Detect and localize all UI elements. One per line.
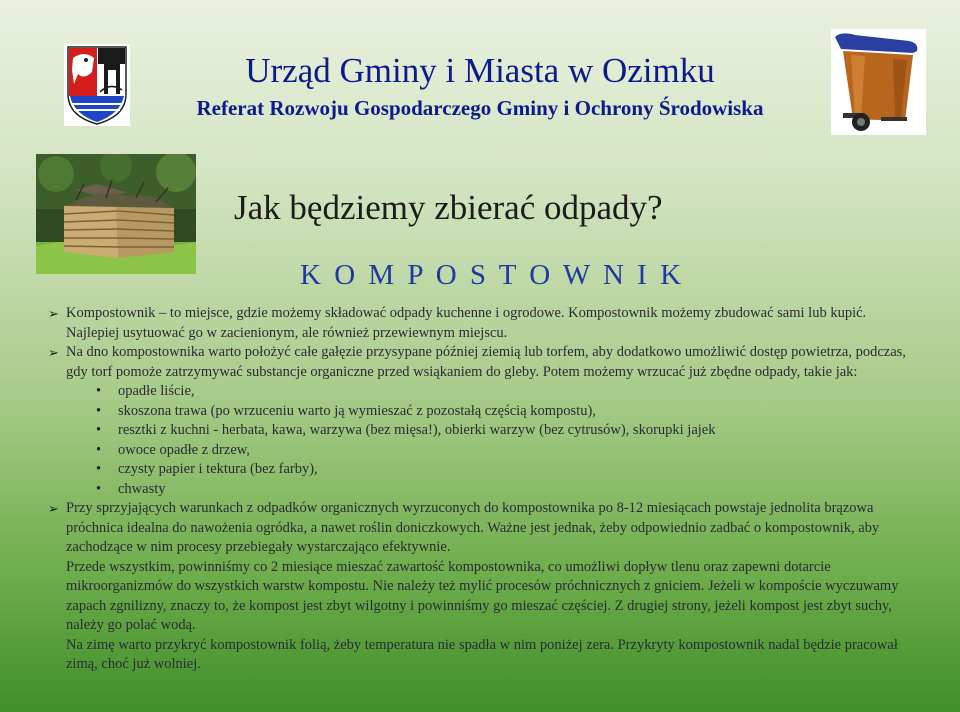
paragraph-winter: Na zimę warto przykryć kompostownik folią, żeby temperatura nie spadła w nim poniżej zera. Przykryty kompostownik nadal będzie pracował zimą, choć już wolniej. bbox=[66, 636, 898, 672]
paragraph-mixing: Przede wszystkim, powinniśmy co 2 miesiące mieszać zawartość kompostownika, co umożliwi dopływ tlenu oraz zapewni dotarcie mikroorganizmów do wszystkich warstw kompostu. Nie należy też mylić procesów próchnicznych z gniciem. Jeżeli w kompoście wyczuwamy zapach zgnilizny, znaczy to, że kompost jest zbyt wilgotny i powinniśmy go mieszać częściej. Z drugiej strony, jeżeli kompost jest zbyt suchy, należy go polać wodą. bbox=[66, 558, 899, 633]
arrow-bullet-icon: ➢ bbox=[48, 306, 59, 321]
section-heading: K O M P O S T O W N I K bbox=[300, 259, 685, 291]
arrow-bullet-icon: ➢ bbox=[48, 501, 59, 516]
paragraph-text: Kompostownik – to miejsce, gdzie możemy składować odpady kuchenne i ogrodowe. Kompostownik możemy zbudować sami lub kupić. Najlepiej usytuować go w zacienionym, ale również przewiewnym miejscu. bbox=[66, 305, 867, 341]
list-item: • skoszona trawa (po wrzuceniu warto ją wymieszać z pozostałą częścią kompostu), bbox=[96, 402, 908, 422]
list-item: • owoce opadłe z drzew, bbox=[96, 441, 908, 461]
arrow-bullet-icon: ➢ bbox=[48, 345, 59, 360]
paragraph-text: Na dno kompostownika warto położyć całe gałęzie przysypane później ziemią lub torfem, aby dodatkowo umożliwić dostęp powietrza, podczas, gdy torf pomoże zatrzymywać substancje organiczne przed wsiąkaniem do gleby. Potem możemy wrzucać już zbędne odpady, takie jak: bbox=[66, 344, 906, 380]
paragraph-layering bbox=[48, 343, 908, 382]
page-subtitle: Referat Rozwoju Gospodarczego Gminy i Ochrony Środowiska bbox=[196, 96, 764, 120]
list-item: • resztki z kuchni - herbata, kawa, warzywa (bez mięsa!), obierki warzyw (bez cytrusów), skorupki jajek bbox=[96, 421, 908, 441]
section-question: Jak będziemy zbierać odpady? bbox=[234, 188, 663, 227]
list-item: • chwasty bbox=[96, 480, 908, 500]
paragraph-text: Przy sprzyjających warunkach z odpadków organicznych wyrzuconych do kompostownika po 8-12 miesiącach powstaje jednolita brązowa próchnica idealna do nawożenia ogródka, a nawet roślin doniczkowych. Ważne jest jednak, żeby odpowiednio zadbać o kompostownik, aby zachodzące w nim procesy przebiegały wystarczająco efektywnie. bbox=[66, 500, 880, 555]
content-body bbox=[48, 304, 908, 675]
page-title: Urząd Gminy i Miasta w Ozimku bbox=[245, 51, 715, 90]
paragraph-definition bbox=[48, 304, 908, 343]
list-item: • opadłe liście, bbox=[96, 382, 908, 402]
list-item: • czysty papier i tektura (bez farby), bbox=[96, 460, 908, 480]
waste-list bbox=[48, 382, 908, 499]
paragraph-conditions bbox=[48, 499, 908, 558]
wooden-compost-bin-photo bbox=[36, 154, 196, 274]
